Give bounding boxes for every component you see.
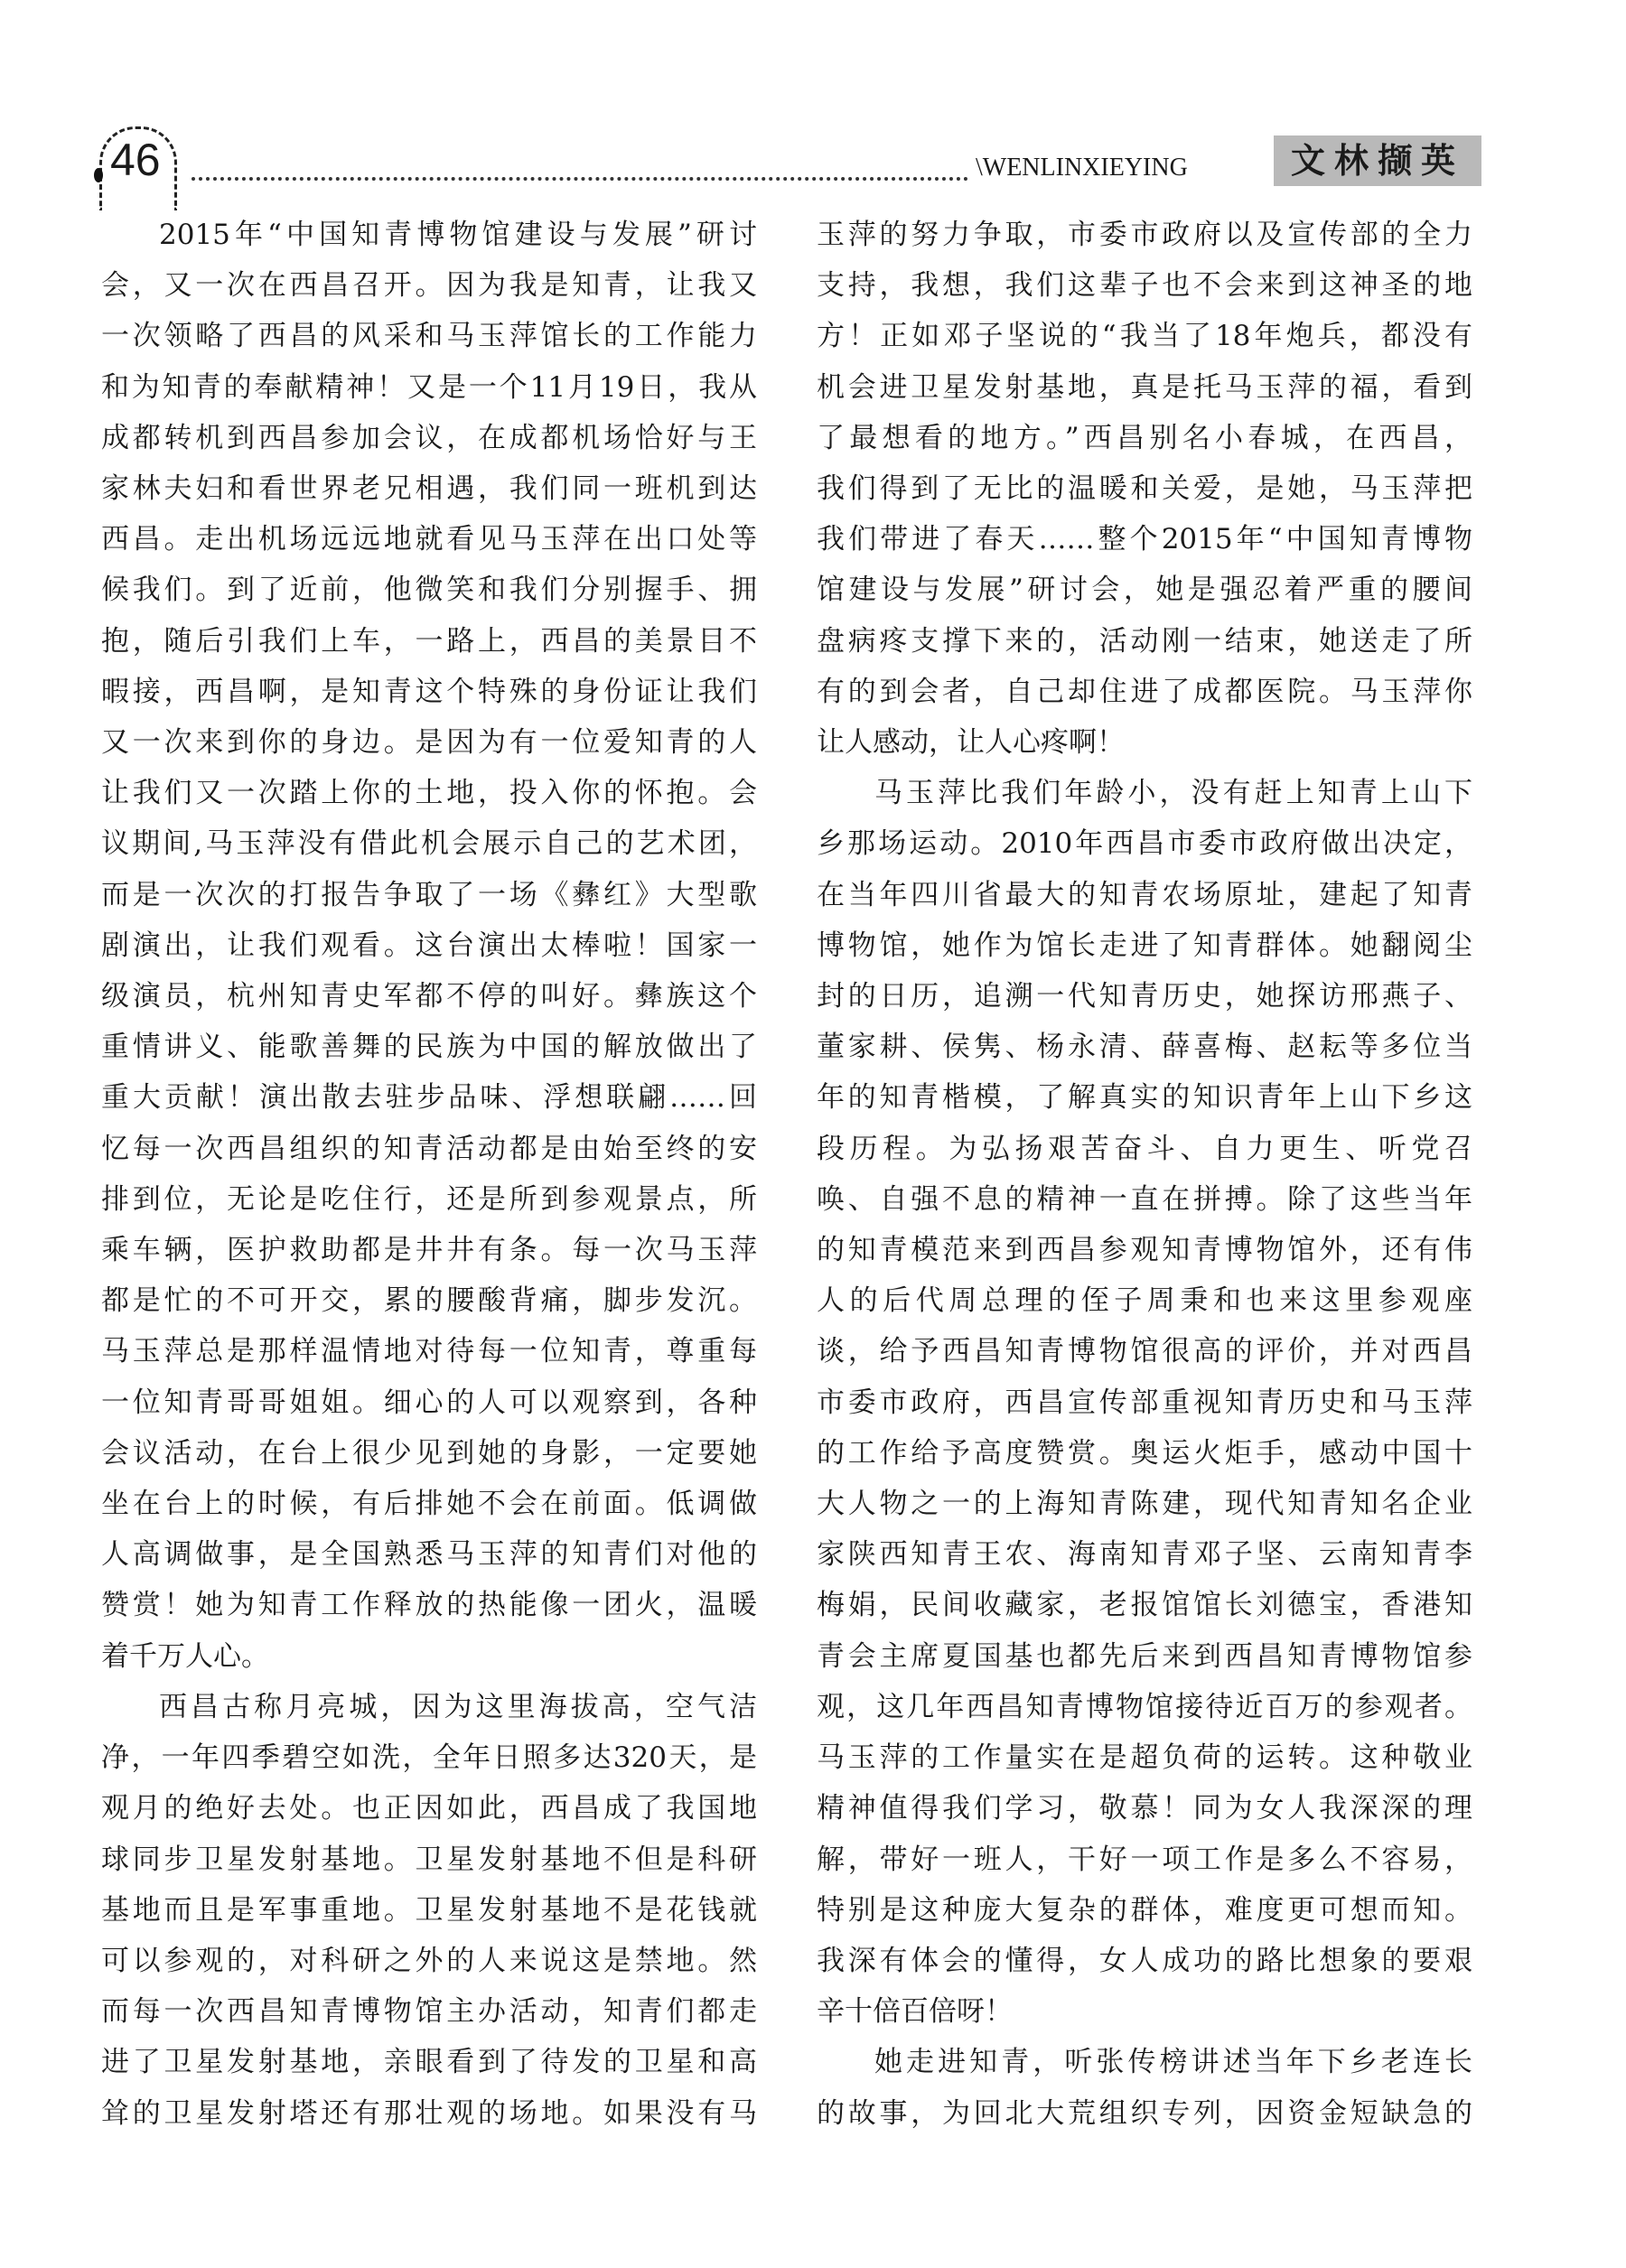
text-line: 有的到会者，自己却住进了成都医院。马玉萍你 [817, 675, 1472, 708]
text-line: 的工作给予高度赞赏。奥运火炬手，感动中国十 [817, 1436, 1472, 1470]
paragraph [817, 2037, 1472, 2138]
text-column-left [101, 210, 757, 2139]
text-line: 重情讲义、能歌善舞的民族为中国的解放做出了 [101, 1031, 757, 1064]
text-line: 我深有体会的懂得，女人成功的路比想象的要艰 [817, 1944, 1472, 1977]
text-line: 封的日历，追溯一代知青历史，她探访邢燕子、 [817, 980, 1472, 1013]
text-line: 净，一年四季碧空如洗，全年日照多达320天，是 [101, 1741, 757, 1775]
text-line: 重大贡献！演出散去驻步品味、浮想联翩……回 [101, 1081, 757, 1115]
text-line: 和为知青的奉献精神！又是一个11月19日，我从 [101, 370, 757, 404]
text-line: 她走进知青，听张传榜讲述当年下乡老连长 [874, 2046, 1472, 2079]
text-line: 我们得到了无比的温暖和关爱，是她，马玉萍把 [817, 472, 1472, 506]
text-line: 基地而且是军事重地。卫星发射基地不是花钱就 [101, 1893, 757, 1927]
text-line: 机会进卫星发射基地，真是托马玉萍的福，看到 [817, 370, 1472, 404]
text-line: 董家耕、侯隽、杨永清、薛喜梅、赵耘等多位当 [817, 1031, 1472, 1064]
paragraph [101, 210, 757, 1682]
text-line: 西昌古称月亮城，因为这里海拔高，空气洁 [159, 1690, 757, 1723]
section-title-en: \WENLINXIEYING [976, 154, 1188, 182]
text-line: 唤、自强不息的精神一直在拼搏。除了这些当年 [817, 1182, 1472, 1216]
text-line: 而每一次西昌知青博物馆主办活动，知青们都走 [101, 1995, 757, 2029]
text-line: 一位知青哥哥姐姐。细心的人可以观察到，各种 [101, 1386, 757, 1419]
text-line: 梅娟，民间收藏家，老报馆馆长刘德宝，香港知 [817, 1589, 1472, 1622]
text-line: 让人感动，让人心疼啊！ [817, 726, 1125, 760]
text-line: 支持，我想，我们这辈子也不会来到这神圣的地 [817, 269, 1472, 303]
text-line: 人的后代周总理的侄子周秉和也来这里参观座 [817, 1284, 1472, 1318]
page-number: 46 [110, 135, 161, 185]
dotted-leader-line [192, 177, 968, 181]
text-line: 乡那场运动。2010年西昌市委市政府做出决定， [817, 827, 1472, 861]
text-line: 馆建设与发展”研讨会，她是强忍着严重的腰间 [817, 574, 1472, 607]
text-line: 级演员，杭州知青史军都不停的叫好。彝族这个 [101, 980, 757, 1013]
text-line: 观，这几年西昌知青博物馆接待近百万的参观者。 [817, 1690, 1472, 1723]
text-line: 马玉萍的工作量实在是超负荷的运转。这种敬业 [817, 1741, 1472, 1775]
text-line: 青会主席夏国基也都先后来到西昌知青博物馆参 [817, 1639, 1472, 1673]
text-line: 让我们又一次踏上你的土地，投入你的怀抱。会 [101, 777, 757, 810]
text-line: 年的知青楷模，了解真实的知识青年上山下乡这 [817, 1081, 1472, 1115]
text-line: 辛十倍百倍呀！ [817, 1995, 1013, 2029]
text-line: 乘车辆，医护救助都是井井有条。每一次马玉萍 [101, 1234, 757, 1267]
text-line: 着千万人心。 [101, 1639, 269, 1673]
text-line: 家陕西知青王农、海南知青邓子坚、云南知青李 [817, 1538, 1472, 1572]
text-line: 球同步卫星发射基地。卫星发射基地不但是科研 [101, 1843, 757, 1876]
text-line: 赞赏！她为知青工作释放的热能像一团火，温暖 [101, 1589, 757, 1622]
text-column-right [817, 210, 1472, 2139]
text-line: 马玉萍比我们年龄小，没有赶上知青上山下 [874, 777, 1472, 810]
text-line: 而是一次次的打报告争取了一场《彝红》大型歌 [101, 878, 757, 911]
text-line: 市委市政府，西昌宣传部重视知青历史和马玉萍 [817, 1386, 1472, 1419]
text-line: 人高调做事，是全国熟悉马玉萍的知青们对他的 [101, 1538, 757, 1572]
text-line: 忆每一次西昌组织的知青活动都是由始至终的安 [101, 1132, 757, 1165]
text-line: 又一次来到你的身边。是因为有一位爱知青的人 [101, 726, 757, 760]
text-line: 西昌。走出机场远远地就看见马玉萍在出口处等 [101, 523, 757, 556]
page-number-dot-ornament [94, 168, 103, 182]
text-line: 坐在台上的时候，有后排她不会在前面。低调做 [101, 1488, 757, 1521]
text-line: 在当年四川省最大的知青农场原址，建起了知青 [817, 878, 1472, 911]
text-line: 会议活动，在台上很少见到她的身影，一定要她 [101, 1436, 757, 1470]
text-line: 可以参观的，对科研之外的人来说这是禁地。然 [101, 1944, 757, 1977]
text-line: 观月的绝好去处。也正因如此，西昌成了我国地 [101, 1792, 757, 1825]
text-line: 博物馆，她作为馆长走进了知青群体。她翻阅尘 [817, 929, 1472, 962]
paragraph [817, 768, 1472, 2037]
text-line: 剧演出，让我们观看。这台演出太棒啦！国家一 [101, 929, 757, 962]
text-line: 的故事，为回北大荒组织专列，因资金短缺急的 [817, 2096, 1472, 2130]
text-line: 抱，随后引我们上车，一路上，西昌的美景目不 [101, 624, 757, 658]
text-line: 进了卫星发射基地，亲眼看到了待发的卫星和高 [101, 2046, 757, 2079]
text-line: 解，带好一班人，干好一项工作是多么不容易， [817, 1843, 1472, 1876]
text-line: 的知青模范来到西昌参观知青博物馆外，还有伟 [817, 1234, 1472, 1267]
text-line: 都是忙的不可开交，累的腰酸背痛，脚步发沉。 [101, 1284, 757, 1318]
paragraph [101, 1682, 757, 2139]
text-line: 耸的卫星发射塔还有那壮观的场地。如果没有马 [101, 2096, 757, 2130]
running-header [90, 126, 1481, 190]
text-line: 玉萍的努力争取，市委市政府以及宣传部的全力 [817, 219, 1472, 251]
text-line: 精神值得我们学习，敬慕！同为女人我深深的理 [817, 1792, 1472, 1825]
text-line: 成都转机到西昌参加会议，在成都机场恰好与王 [101, 421, 757, 454]
text-line: 方！正如邓子坚说的“我当了18年炮兵，都没有 [817, 320, 1472, 353]
text-line: 段历程。为弘扬艰苦奋斗、自力更生、听党召 [817, 1132, 1472, 1165]
text-line: 候我们。到了近前，他微笑和我们分别握手、拥 [101, 574, 757, 607]
text-line: 大人物之一的上海知青陈建，现代知青知名企业 [817, 1488, 1472, 1521]
text-line: 盘病疼支撑下来的，活动刚一结束，她送走了所 [817, 624, 1472, 658]
text-line: 会，又一次在西昌召开。因为我是知青，让我又 [101, 269, 757, 303]
section-title-cn: 文林撷英 [1274, 135, 1481, 186]
text-line: 暇接，西昌啊，是知青这个特殊的身份证让我们 [101, 675, 757, 708]
text-line: 议期间,马玉萍没有借此机会展示自己的艺术团， [101, 827, 757, 861]
text-line: 一次领略了西昌的风采和马玉萍馆长的工作能力 [101, 320, 757, 353]
text-line: 谈，给予西昌知青博物馆很高的评价，并对西昌 [817, 1335, 1472, 1368]
text-line: 特别是这种庞大复杂的群体，难度更可想而知。 [817, 1893, 1472, 1927]
text-line: 家林夫妇和看世界老兄相遇，我们同一班机到达 [101, 472, 757, 506]
text-line: 2015年“中国知青博物馆建设与发展”研讨 [159, 219, 757, 251]
text-line: 马玉萍总是那样温情地对待每一位知青，尊重每 [101, 1335, 757, 1368]
text-line: 我们带进了春天……整个2015年“中国知青博物 [817, 523, 1472, 556]
text-line: 了最想看的地方。”西昌别名小春城，在西昌， [817, 421, 1472, 454]
paragraph [817, 210, 1472, 768]
text-line: 排到位，无论是吃住行，还是所到参观景点，所 [101, 1182, 757, 1216]
